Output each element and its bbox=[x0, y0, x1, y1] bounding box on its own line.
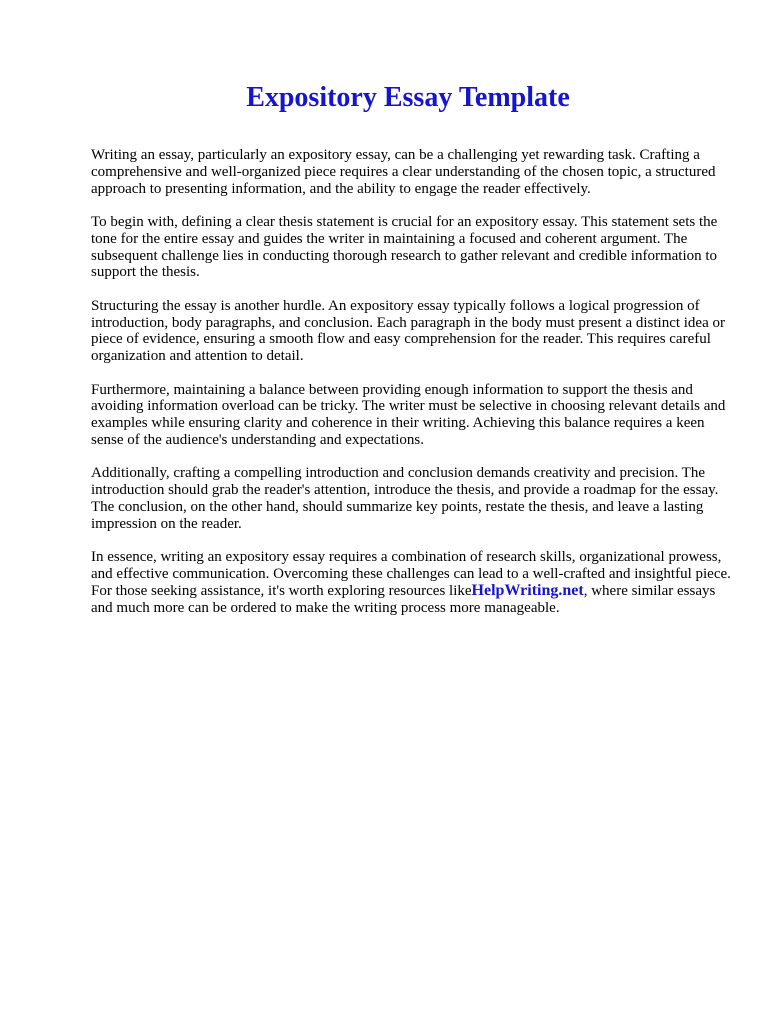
paragraph-intro: Writing an essay, particularly an expository essay, can be a challenging yet rewarding task. Crafting a comprehensive and well-organized piece requires a clear understanding of the chosen topic, a structured approach to presenting information, and the ability to engage the reader effectively. bbox=[91, 147, 716, 197]
essence-text-end: , where similar essays and much more can be ordered to make the writing process more manageable. bbox=[91, 582, 716, 616]
paragraph-thesis: To begin with, defining a clear thesis statement is crucial for an expository essay. This statement sets the tone for the entire essay and guides the writer in maintaining a focused and coherent argument. The subsequent challenge lies in conducting thorough research to gather relevant and credible information to support the thesis. bbox=[91, 213, 718, 281]
paragraph-balance: Furthermore, maintaining a balance between providing enough information to support the thesis and avoiding information overload can be tricky. The writer must be selective in choosing relevant details and examples while ensuring clarity and coherence in their writing. Achieving this balance requires a keen sense of the audience's understanding and expectations. bbox=[91, 381, 726, 448]
paragraph-structure: Structuring the essay is another hurdle. An expository essay typically follows a logical progression of introduction, body paragraphs, and conclusion. Each paragraph in the body must present a distinct idea or piece of evidence, ensuring a smooth flow and easy comprehension for the reader. This requires careful organization and attention to detail. bbox=[91, 297, 725, 365]
paragraph-intro-conclusion: Additionally, crafting a compelling introduction and conclusion demands creativity and precision. The introduction should grab the reader's attention, introduce the thesis, and provide a roadmap for the essay. The conclusion, on the other hand, should summarize key points, restate the thesis, and leave a lasting impression on the reader. bbox=[91, 465, 719, 532]
document-body bbox=[91, 147, 731, 633]
paragraph-essence bbox=[91, 549, 731, 616]
helpwriting-link[interactable]: HelpWriting.net bbox=[471, 581, 584, 599]
essence-text: In essence, writing an expository essay requires a combination of research skills, organizational prowess, and effective communication. Overcoming these challenges can lead to a well-crafted and insightful piece. For those seeking assistance, it's worth exploring resources like bbox=[91, 549, 731, 599]
document-title: Expository Essay Template bbox=[246, 82, 570, 113]
